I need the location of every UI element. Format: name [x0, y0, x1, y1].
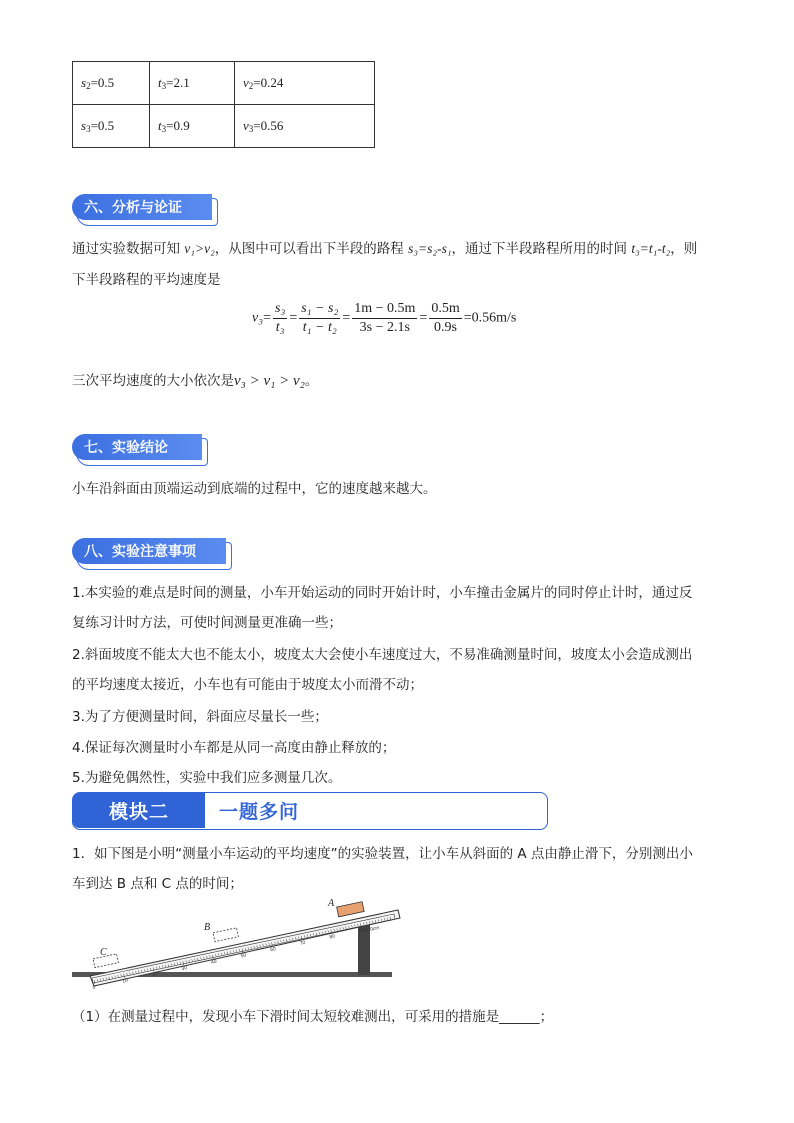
note-line: 3.为了方便测量时间，斜面应尽量长一些； — [72, 709, 328, 725]
note-line: 2.斜面坡度不能太大也不能太小，坡度太大会使小车速度过大，不易准确测量时间，坡度太小会造成测出 — [72, 647, 693, 663]
question-line-2: 车到达 B 点和 C 点的时间； — [72, 876, 243, 892]
marker-b — [213, 928, 238, 942]
ruler-tick-label: 10 — [121, 977, 129, 985]
table-cell: $v_2=0.24$ — [235, 62, 375, 105]
module-label: 模块二 — [73, 793, 205, 828]
data-table — [72, 61, 375, 148]
ruler-tick-label: 40 — [210, 958, 218, 966]
ruler-tick-label: 60 — [269, 946, 277, 954]
conclusion-text: 小车沿斜面由顶端运动到底端的过程中，它的速度越来越大。 — [72, 481, 437, 497]
note-line: 的平均速度太接近，小车也有可能由于坡度太小而滑不动； — [72, 677, 423, 693]
note-line: 4.保证每次测量时小车都是从同一高度由静止释放的； — [72, 740, 396, 756]
ruler-tick-label: 50 — [240, 952, 247, 960]
table-cell: $s_3=0.5$ — [73, 105, 150, 148]
ruler-tick-label: 80 — [328, 933, 336, 941]
velocity-formula: v₃= $\frac{\text{s₃}}{\text{t₃}}$ = $\frac{\text{s₁ − s₂}}{\text{t₁ − t₂}}$ = $\frac{1m - 0.5m}{3s - 2.1s}$ = $\frac{0.5m}{0.9s}$ =0.56m/s — [252, 301, 517, 335]
ruler-tick-label: 90 — [358, 927, 366, 935]
ruler-tick-label: 70 — [299, 939, 307, 947]
module-banner — [72, 792, 548, 830]
note-line: 复练习计时方法，可使时间测量更准确一些； — [72, 615, 342, 631]
table-cell: $t_3=2.1$ — [150, 62, 235, 105]
ruler-end-label: 100cm — [364, 924, 381, 934]
analysis-line-3: 三次平均速度的大小依次是v₃ > v₁ > v₂。 — [72, 373, 319, 389]
incline-diagram — [72, 892, 412, 998]
ruler-tick-label: 20 — [151, 971, 159, 979]
section-tag-conclusion: 七、实验结论 — [72, 434, 202, 460]
module-title: 一题多问 — [219, 801, 300, 823]
ruler-tick-label: 0 — [92, 984, 97, 991]
table-row — [73, 105, 375, 148]
question-line-1: 1．如下图是小明“测量小车运动的平均速度”的实验装置，让小车从斜面的 A 点由静止滑下，分别测出小 — [72, 846, 693, 862]
label-b: B — [204, 922, 211, 933]
label-a: A — [328, 898, 335, 909]
section-tag-notes: 八、实验注意事项 — [72, 538, 226, 564]
table-cell: $t_3=0.9$ — [150, 105, 235, 148]
section-tag-analysis: 六、分析与论证 — [72, 194, 212, 220]
note-line: 1.本实验的难点是时间的测量，小车开始运动的同时开始计时，小车撞击金属片的同时停止计时，通过反 — [72, 585, 693, 601]
ruler-tick-labels — [92, 927, 365, 991]
toy-car — [337, 902, 365, 917]
question-sub-1: （1）在测量过程中，发现小车下滑时间太短较难测出，可采用的措施是______； — [72, 1009, 554, 1025]
ruler-tick-label: 30 — [180, 965, 188, 973]
table-cell: $v_3=0.56$ — [235, 105, 375, 148]
table-row — [73, 62, 375, 105]
analysis-line-2: 下半段路程的平均速度是 — [72, 272, 221, 288]
table-cell: $s_2=0.5$ — [73, 62, 150, 105]
analysis-line-1: 通过实验数据可知 v₁>v₂，从图中可以看出下半段的路程 s₃=s₂-s₁，通过下半段路程所用的时间 t₃=t₁-t₂，则 — [72, 241, 698, 257]
label-c: C — [100, 947, 107, 958]
note-line: 5.为避免偶然性，实验中我们应多测量几次。 — [72, 770, 342, 786]
